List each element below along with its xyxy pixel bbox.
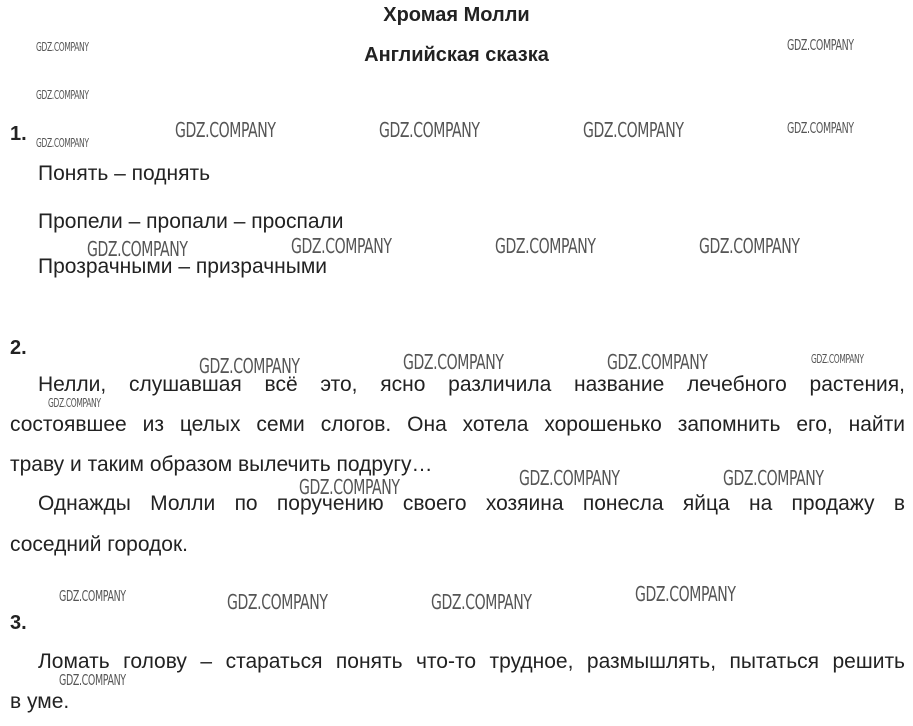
watermark: GDZ.COMPANY	[379, 118, 480, 142]
watermark: GDZ.COMPANY	[291, 234, 392, 258]
section-2-paragraph-1-line-2: состоявшее из целых семи слогов. Она хотела хорошенько запомнить его, найти	[10, 413, 905, 436]
watermark: GDZ.COMPANY	[787, 119, 854, 137]
watermark: GDZ.COMPANY	[495, 234, 596, 258]
watermark: GDZ.COMPANY	[787, 36, 854, 54]
watermark: GDZ.COMPANY	[699, 234, 800, 258]
watermark: GDZ.COMPANY	[87, 237, 188, 261]
section-2-paragraph-2-line-1: Однажды Молли по поручению своего хозяина понесла яйца на продажу в	[38, 492, 905, 515]
section-2-number: 2.	[10, 337, 27, 359]
section-2-paragraph-1-line-3: траву и таким образом вылечить подругу…	[10, 453, 433, 476]
watermark: GDZ.COMPANY	[519, 466, 620, 490]
watermark: GDZ.COMPANY	[299, 475, 400, 499]
watermark: GDZ.COMPANY	[59, 587, 126, 605]
watermark: GDZ.COMPANY	[607, 350, 708, 374]
watermark: GDZ.COMPANY	[227, 590, 328, 614]
section-3-line-1: Ломать голову – стараться понять что-то трудное, размышлять, пытаться решить	[38, 650, 905, 673]
watermark: GDZ.COMPANY	[583, 118, 684, 142]
section-1-line-3: Прозрачными – призрачными	[38, 255, 327, 278]
watermark: GDZ.COMPANY	[59, 671, 126, 689]
story-title: Хромая Молли	[383, 4, 530, 26]
watermark: GDZ.COMPANY	[199, 354, 300, 378]
section-2-paragraph-2-line-2: соседний городок.	[10, 533, 189, 556]
section-1-number: 1.	[10, 123, 27, 145]
watermark: GDZ.COMPANY	[723, 466, 824, 490]
watermark: GDZ.COMPANY	[36, 40, 89, 54]
section-3-line-2: в уме.	[10, 690, 70, 713]
section-3-number: 3.	[10, 612, 27, 634]
story-subtitle: Английская сказка	[364, 44, 549, 66]
watermark: GDZ.COMPANY	[635, 582, 736, 606]
watermark: GDZ.COMPANY	[36, 88, 89, 102]
section-2-paragraph-1-line-1: Нелли, слушавшая всё это, ясно различила название лечебного растения,	[38, 373, 905, 396]
watermark: GDZ.COMPANY	[48, 396, 101, 410]
section-1-line-2: Пропели – пропали – проспали	[38, 210, 344, 233]
watermark: GDZ.COMPANY	[403, 350, 504, 374]
watermark: GDZ.COMPANY	[431, 590, 532, 614]
watermark: GDZ.COMPANY	[36, 136, 89, 150]
section-1-line-1: Понять – поднять	[38, 162, 211, 185]
watermark: GDZ.COMPANY	[811, 352, 864, 366]
watermark: GDZ.COMPANY	[175, 118, 276, 142]
